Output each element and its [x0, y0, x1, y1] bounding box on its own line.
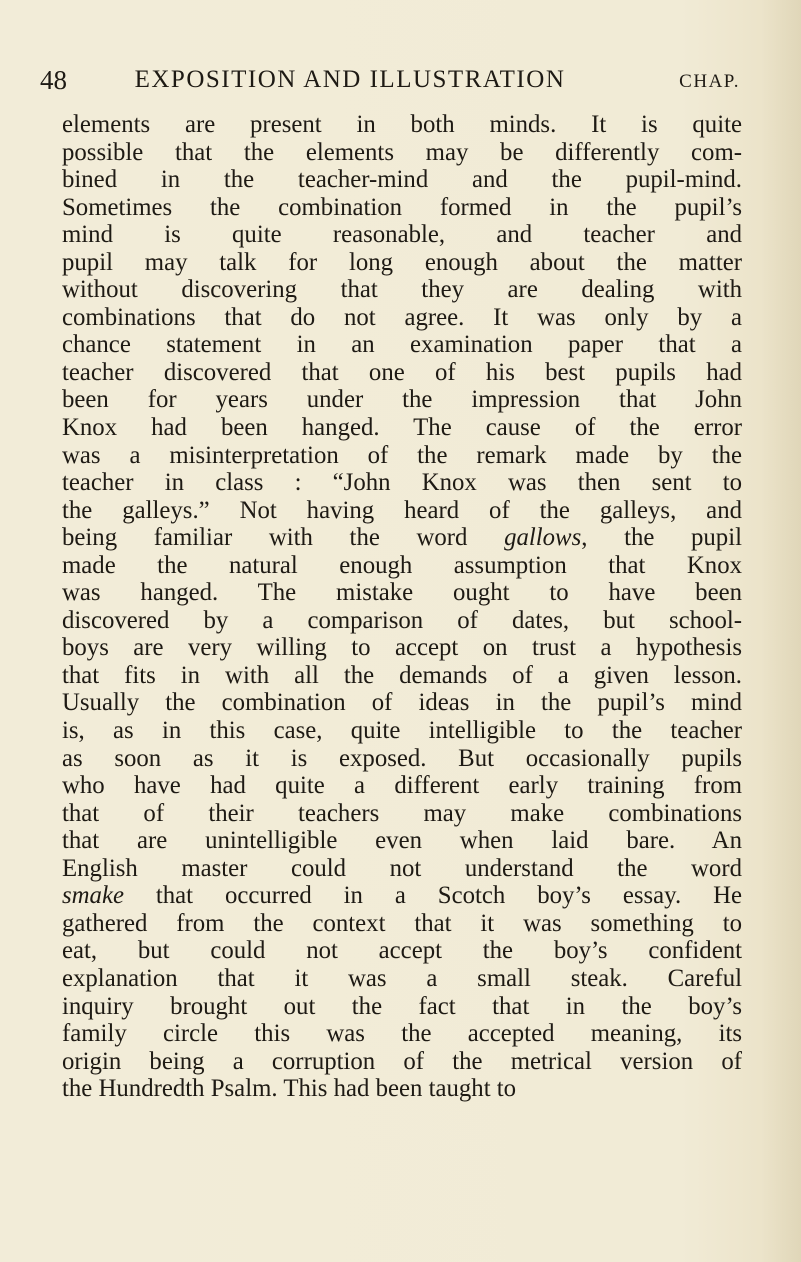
text-line: inquiry brought out the fact that in the boy’s [62, 992, 742, 1020]
text-line: explanation that it was a small steak. Careful [62, 964, 742, 992]
text-segment: being familiar with the word [62, 524, 505, 552]
text-line: teacher discovered that one of his best pupils had [62, 358, 742, 386]
chapter-mark: CHAP. [679, 71, 740, 92]
running-title: EXPOSITION AND ILLUSTRATION [134, 66, 566, 93]
italic-word: smake [62, 882, 124, 910]
text-line: boys are very willing to accept on trust a hypothesis [62, 634, 742, 662]
text-line [62, 524, 742, 552]
text-line: Knox had been hanged. The cause of the error [62, 414, 742, 442]
page-number: 48 [40, 65, 67, 95]
body-paragraph [62, 111, 742, 1103]
text-line: mind is quite reasonable, and teacher and [62, 221, 742, 249]
text-line: pupil may talk for long enough about the matter [62, 248, 742, 276]
text-line: without discovering that they are dealing with [62, 276, 742, 304]
text-segment: that occurred in a Scotch boy’s essay. He [123, 882, 742, 910]
text-line: elements are present in both minds. It is quite [62, 111, 742, 138]
text-line: been for years under the impression that John [62, 386, 742, 414]
text-line: bined in the teacher-mind and the pupil-mind. [62, 166, 742, 194]
text-line: chance statement in an examination paper that a [62, 331, 742, 359]
text-line: the galleys.” Not having heard of the galleys, and [62, 496, 742, 524]
text-line: Sometimes the combination formed in the pupil’s [62, 193, 742, 221]
text-line: is, as in this case, quite intelligible to the teacher [62, 717, 742, 745]
text-line: gathered from the context that it was something to [62, 909, 742, 937]
italic-word: gallows [504, 524, 582, 552]
text-segment: , the pupil [581, 524, 742, 552]
text-line: made the natural enough assumption that Knox [62, 551, 742, 579]
page-header [40, 60, 740, 100]
text-line: origin being a corruption of the metrical version of [62, 1047, 742, 1075]
text-line: possible that the elements may be differently com- [62, 138, 742, 166]
text-line: was hanged. The mistake ought to have been [62, 579, 742, 607]
text-line: who have had quite a different early training from [62, 772, 742, 800]
text-line: eat, but could not accept the boy’s confident [62, 937, 742, 965]
text-line: teacher in class : “John Knox was then sent to [62, 469, 742, 497]
text-line: discovered by a comparison of dates, but school- [62, 606, 742, 634]
text-line: that fits in with all the demands of a given lesson. [62, 661, 742, 689]
text-line: that of their teachers may make combinations [62, 799, 742, 827]
text-line: the Hundredth Psalm. This had been taught to [62, 1075, 517, 1103]
text-line: that are unintelligible even when laid bare. An [62, 827, 742, 855]
text-line: as soon as it is exposed. But occasionally pupils [62, 744, 742, 772]
text-line: English master could not understand the word [62, 854, 742, 882]
text-line: combinations that do not agree. It was only by a [62, 303, 742, 331]
text-line: Usually the combination of ideas in the pupil’s mind [62, 689, 742, 717]
text-line: family circle this was the accepted meaning, its [62, 1020, 742, 1048]
page-edge-shadow [761, 0, 801, 1262]
text-line: was a misinterpretation of the remark made by the [62, 441, 742, 469]
text-line [62, 882, 742, 910]
